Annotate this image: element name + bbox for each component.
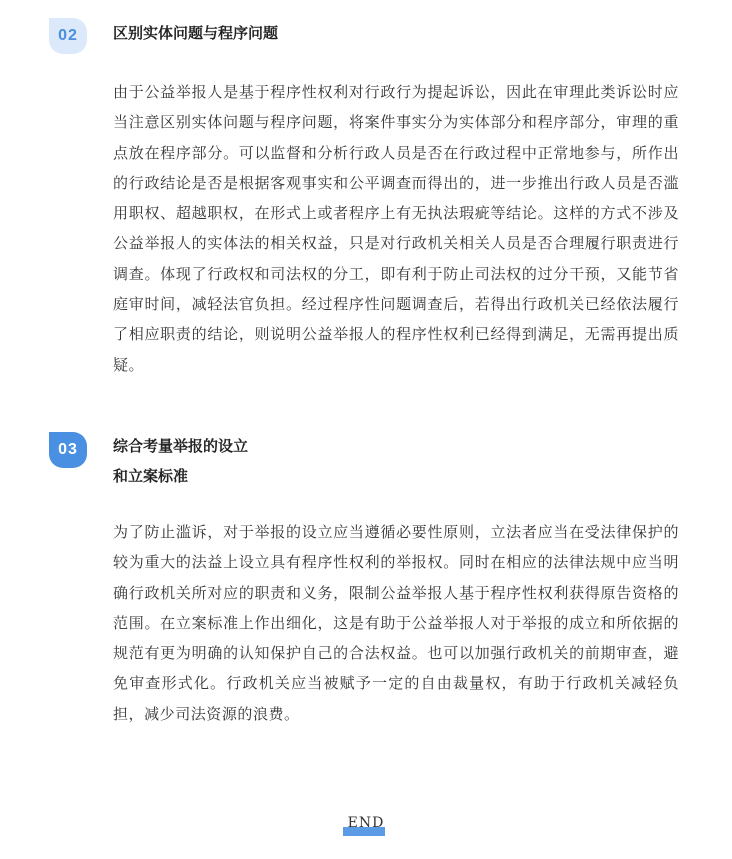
end-marker: [0, 812, 732, 831]
section-heading-line: 区别实体问题与程序问题: [113, 24, 279, 42]
section-paragraph: 为了防止滥诉，对于举报的设立应当遵循必要性原则，立法者应当在受法律保护的较为重大的法益上设立具有程序性权利的举报权。同时在相应的法律法规中应当明确行政机关所对应的职责和义务，限制公益举报人基于程序性权利获得原告资格的范围。在立案标准上作出细化，这是有助于公益举报人对于举报的成立和所依据的规范有更为明确的认知保护自己的合法权益。也可以加强行政机关的前期审查，避免审查形式化。行政机关应当被赋予一定的自由裁量权，有助于行政机关减轻负担，减少司法资源的浪费。: [113, 523, 679, 723]
section-paragraph: 由于公益举报人是基于程序性权利对行政行为提起诉讼，因此在审理此类诉讼时应当注意区别实体问题与程序问题，将案件事实分为实体部分和程序部分，审理的重点放在程序部分。可以监督和分析行政人员是否在行政过程中正常地参与，所作出的行政结论是否是根据客观事实和公平调查而得出的，进一步推出行政人员是否滥用职权、超越职权，在形式上或者程序上有无执法瑕疵等结论。这样的方式不涉及公益举报人的实体法的相关权益，只是对行政机关相关人员是否合理履行职责进行调查。体现了行政权和司法权的分工，即有利于防止司法权的过分干预，又能节省庭审时间，减轻法官负担。经过程序性问题调查后，若得出行政机关已经依法履行了相应职责的结论，则说明公益举报人的程序性权利已经得到满足，无需再提出质疑。: [113, 83, 679, 374]
section-heading-line: 和立案标准: [113, 467, 189, 485]
section-heading: [113, 18, 278, 48]
section-heading: [113, 431, 248, 491]
section-heading-line: 综合考量举报的设立: [113, 437, 249, 455]
section-number-badge: 02: [49, 18, 87, 54]
end-label: END: [347, 815, 385, 831]
section-number-badge: 03: [49, 432, 87, 468]
